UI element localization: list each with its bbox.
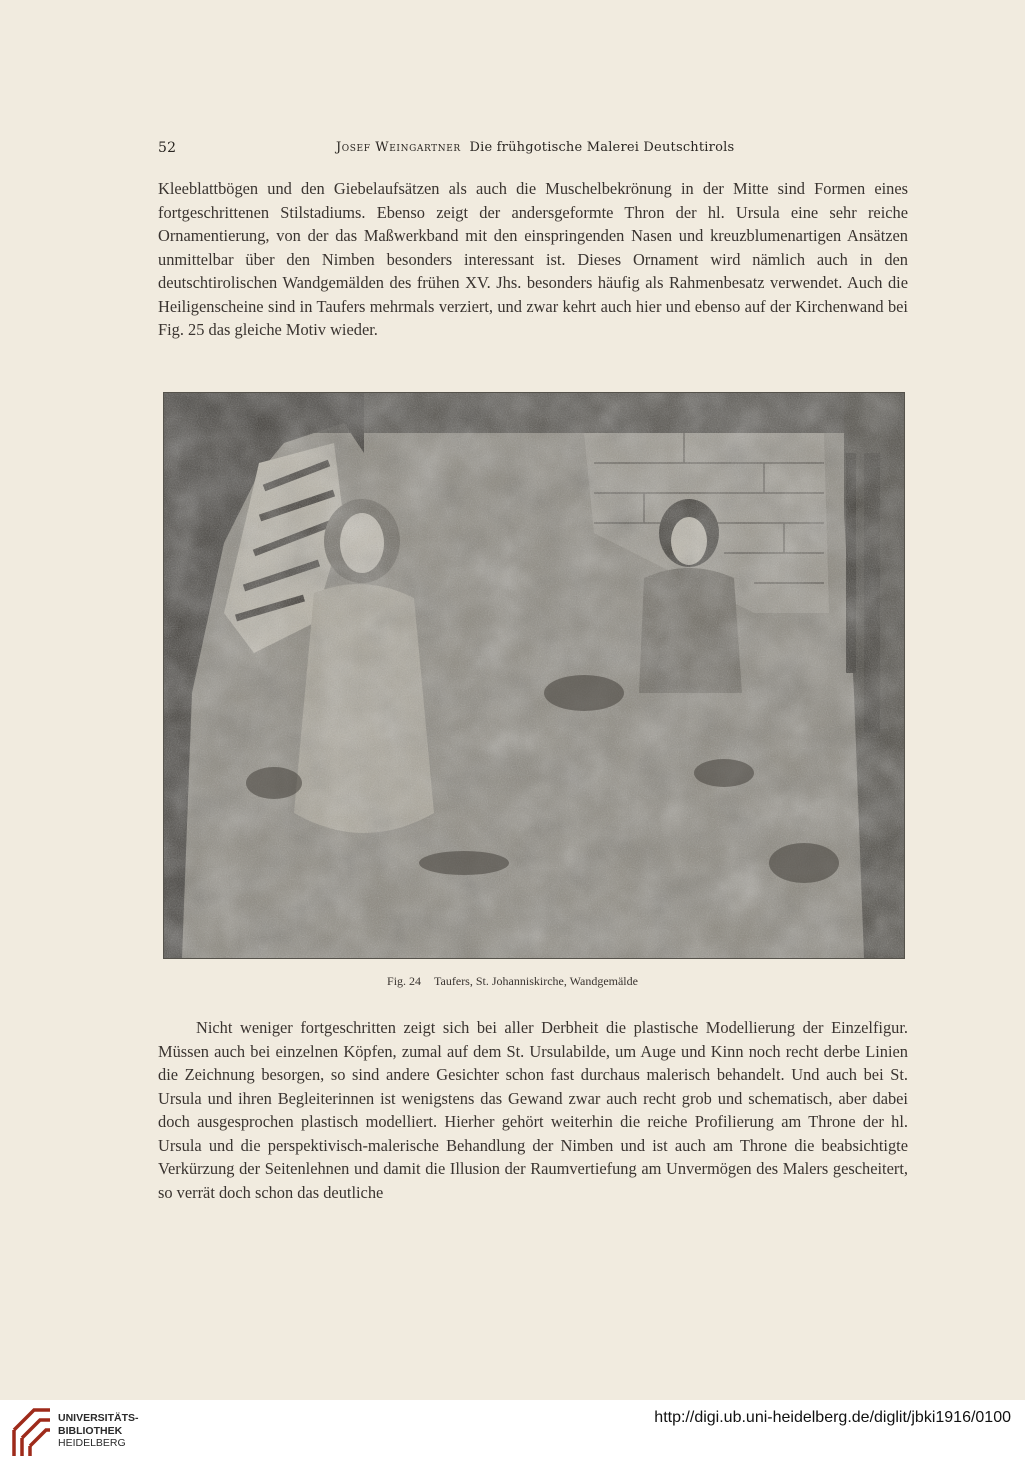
header-author: Josef Weingartner xyxy=(336,140,461,155)
fresco-photograph xyxy=(163,392,905,959)
page-number: 52 xyxy=(158,140,177,156)
figure-caption xyxy=(0,974,1025,989)
running-header xyxy=(158,140,906,162)
running-title xyxy=(336,140,734,155)
paragraph-1: Kleeblattbögen und den Giebelaufsätzen als auch die Muschelbekrönung in der Mitte sind Formen eines fortgeschrittenen Stilstadiums. Ebenso zeigt der andersgeformte Thron der hl. Ursula eine sehr reiche Ornamentierung, von der das Maßwerkband mit den einspringenden Nasen und kreuzblumenartigen Ansätzen unmittelbar über den Nimben besonders interessant ist. Dieses Ornament wird nämlich auch in den deutschtirolischen Wandgemälden des frühen XV. Jhs. besonders häufig als Rahmenbesatz verwendet. Auch die Heiligenscheine sind in Taufers mehrmals verziert, und zwar kehrt auch hier und ebenso auf der Kirchenwand bei Fig. 25 das gleiche Motiv wieder. xyxy=(158,179,908,339)
header-title: Die frühgotische Malerei Deutschtirols xyxy=(469,140,735,155)
library-line-1: UNIVERSITÄTS- xyxy=(58,1412,139,1424)
library-line-2: BIBLIOTHEK xyxy=(58,1424,123,1437)
figure-caption-text: Taufers, St. Johanniskirche, Wandgemälde xyxy=(434,974,638,988)
library-line-3: HEIDELBERG xyxy=(58,1437,126,1449)
paragraph-2: Nicht weniger fortgeschritten zeigt sich bei aller Derbheit die plastische Modellierung der Einzelfigur. Müssen auch bei einzelnen Köpfen, zumal auf dem St. Ursulabilde, um Auge und Kinn noch recht derbe Linien die Zeichnung besorgen, so sind andere Gesichter schon fast durchaus malerisch behandelt. Und auch bei St. Ursula und ihren Begleiterinnen ist wenigstens das Gewand zwar auch recht grob und schematisch, aber dabei doch ausgesprochen plastisch modelliert. Hierher gehört weiterhin die reiche Profilierung am Throne der hl. Ursula und die perspektivisch-malerische Behandlung der Nimben und ist auch am Throne die beabsichtigte Verkürzung der Seitenlehnen und damit die Illusion der Raumvertiefung am Unvermögen des Malers gescheitert, so verrät doch schon das deutliche xyxy=(158,1018,908,1202)
source-url-link[interactable]: http://digi.ub.uni-heidelberg.de/diglit/jbki1916/0100 xyxy=(654,1409,1011,1426)
university-logo-icon xyxy=(10,1404,54,1460)
library-name xyxy=(58,1412,139,1450)
figure-label: Fig. 24 xyxy=(387,974,422,988)
